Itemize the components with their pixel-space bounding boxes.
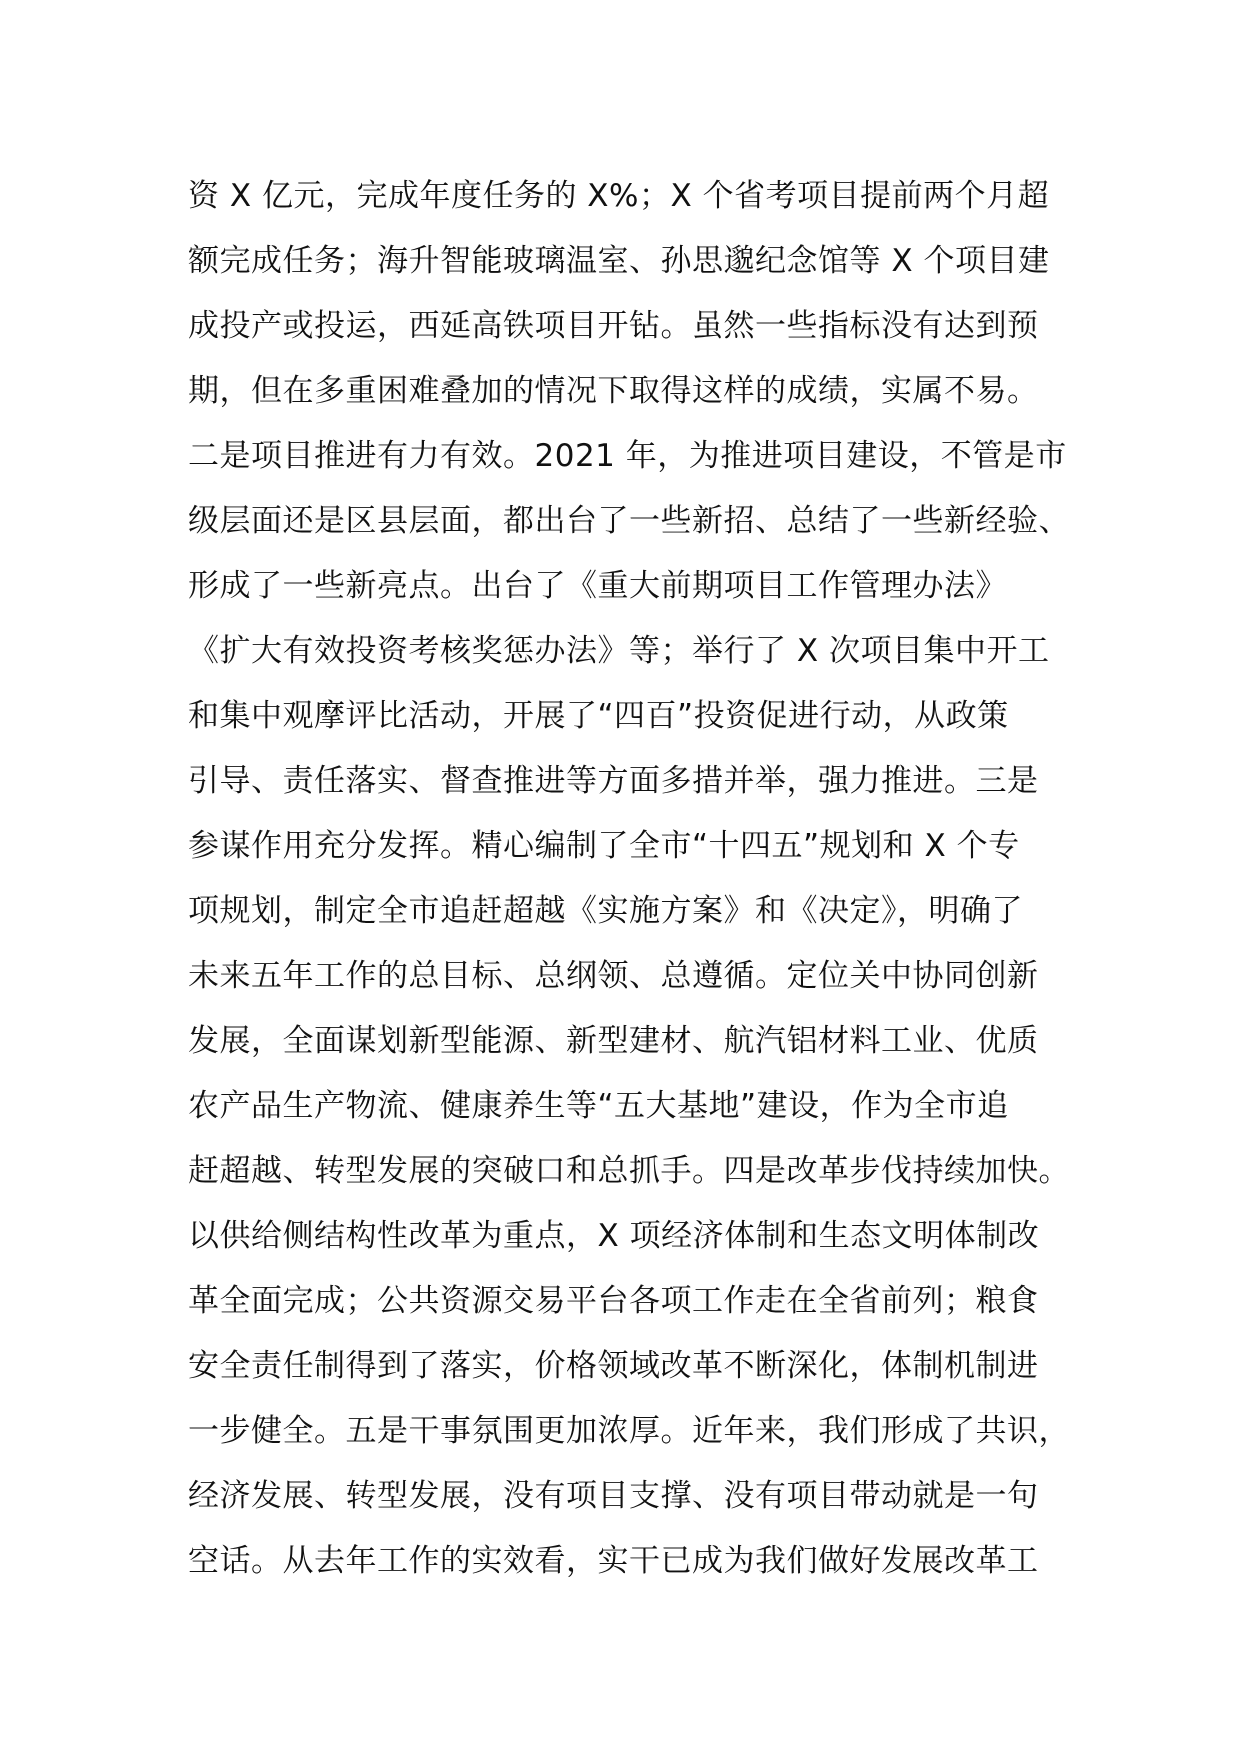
text-line: 项规划，制定全市追赶超越《实施方案》和《决定》，明确了 (188, 893, 1023, 929)
text-line: 《扩大有效投资考核奖惩办法》等；举行了 X 次项目集中开工 (188, 633, 1050, 669)
text-line: 一步健全。五是干事氛围更加浓厚。近年来，我们形成了共识， (188, 1413, 1070, 1449)
text-line: 成投产或投运，西延高铁项目开钻。虽然一些指标没有达到预 (188, 308, 1039, 344)
text-line: 参谋作用充分发挥。精心编制了全市“十四五”规划和 X 个专 (188, 828, 1020, 864)
text-line: 形成了一些新亮点。出台了《重大前期项目工作管理办法》 (188, 568, 1007, 604)
text-line: 赶超越、转型发展的突破口和总抓手。四是改革步伐持续加快。 (188, 1153, 1070, 1189)
text-line: 革全面完成；公共资源交易平台各项工作走在全省前列；粮食 (188, 1283, 1039, 1319)
text-line: 发展，全面谋划新型能源、新型建材、航汽铝材料工业、优质 (188, 1023, 1039, 1059)
text-line: 额完成任务；海升智能玻璃温室、孙思邈纪念馆等 X 个项目建 (188, 243, 1050, 279)
text-line: 级层面还是区县层面，都出台了一些新招、总结了一些新经验、 (188, 503, 1070, 539)
body-text (188, 164, 1088, 1594)
text-line: 和集中观摩评比活动，开展了“四百”投资促进行动，从政策 (188, 698, 1009, 734)
text-line: 期，但在多重困难叠加的情况下取得这样的成绩，实属不易。 (188, 373, 1039, 409)
text-line: 以供给侧结构性改革为重点，X 项经济体制和生态文明体制改 (188, 1218, 1040, 1254)
text-line: 未来五年工作的总目标、总纲领、总遵循。定位关中协同创新 (188, 958, 1039, 994)
text-line: 农产品生产物流、健康养生等“五大基地”建设，作为全市追 (188, 1088, 1009, 1124)
text-line: 二是项目推进有力有效。2021 年，为推进项目建设，不管是市 (188, 438, 1067, 474)
text-line: 空话。从去年工作的实效看，实干已成为我们做好发展改革工 (188, 1543, 1039, 1579)
text-line: 引导、责任落实、督查推进等方面多措并举，强力推进。三是 (188, 763, 1039, 799)
text-line: 资 X 亿元，完成年度任务的 X%；X 个省考项目提前两个月超 (188, 178, 1050, 214)
text-line: 安全责任制得到了落实，价格领域改革不断深化，体制机制进 (188, 1348, 1039, 1384)
text-line: 经济发展、转型发展，没有项目支撑、没有项目带动就是一句 (188, 1478, 1039, 1514)
